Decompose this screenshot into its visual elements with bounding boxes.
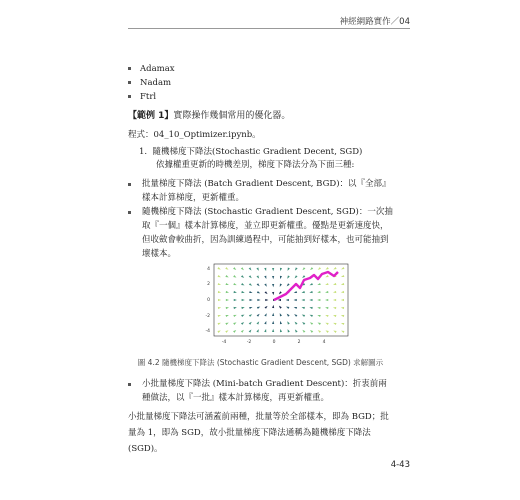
x-tick: 2 <box>297 340 301 345</box>
bullet-sgd: 隨機梯度下降法 (Stochastic Gradient Descent, SGD)：一次抽取『一個』樣本計算梯度，並立即更新權重。優點是更新速度快，但收斂會較曲折，因為訓練過程中，可能抽到好樣本，也可能抽到壞樣本。 <box>128 205 393 261</box>
header-title: 神經網路實作／04 <box>339 17 410 27</box>
list-item: Adamax <box>128 62 175 76</box>
optimizer-list <box>128 62 175 104</box>
example-label: 【範例 1】 <box>128 111 174 121</box>
summary-paragraph: 小批量梯度下降法可涵蓋前兩種，批量等於全部樣本，即為 BGD；批量為 1，即為 SGD，故小批量梯度下降法通稱為隨機梯度下降法(SGD)。 <box>128 412 389 454</box>
y-tick: 4 <box>207 267 210 272</box>
square-bullet-icon <box>128 67 131 70</box>
y-tick: 2 <box>207 282 210 287</box>
header-rule <box>128 28 410 29</box>
square-bullet-icon <box>128 211 131 214</box>
x-tick: -4 <box>221 340 227 345</box>
list-item: Nadam <box>128 76 175 90</box>
example-text: 實際操作幾個常用的優化器。 <box>173 111 291 121</box>
x-tick: -2 <box>246 340 252 345</box>
example-heading <box>128 108 290 121</box>
numbered-item <box>139 146 362 172</box>
figure-caption: 圖 4.2 隨機梯度下降法 (Stochastic Gradient Descent, SGD) 求解圖示 <box>137 358 384 367</box>
program-filename: 程式：04_10_Optimizer.ipynb。 <box>128 130 261 140</box>
y-tick: -2 <box>205 314 210 319</box>
item-description: 依據權重更新的時機差別，梯度下降法分為下面三種: <box>156 160 355 170</box>
x-tick: 0 <box>272 340 276 345</box>
square-bullet-icon <box>128 81 131 84</box>
x-tick: 4 <box>322 340 326 345</box>
list-item: Ftrl <box>128 90 175 104</box>
page-number: 4-43 <box>390 460 410 470</box>
sgd-gradient-field-plot <box>200 262 352 352</box>
square-bullet-icon <box>128 95 131 98</box>
square-bullet-icon <box>128 183 131 186</box>
bullet-minibatch-gd: 小批量梯度下降法 (Mini-batch Gradient Descent)：折衷前兩種做法，以『一批』樣本計算梯度，再更新權重。 <box>128 377 393 405</box>
item-number: 1. <box>139 147 148 157</box>
page-header <box>0 8 520 30</box>
item-title: 隨機梯度下降法(Stochastic Gradient Decent, SGD) <box>152 147 363 157</box>
y-tick: -4 <box>205 329 210 334</box>
y-tick: 0 <box>207 298 210 303</box>
square-bullet-icon <box>128 383 131 386</box>
bullet-batch-gd: 批量梯度下降法 (Batch Gradient Descent, BGD)：以『全部』樣本計算梯度，更新權重。 <box>128 177 393 205</box>
